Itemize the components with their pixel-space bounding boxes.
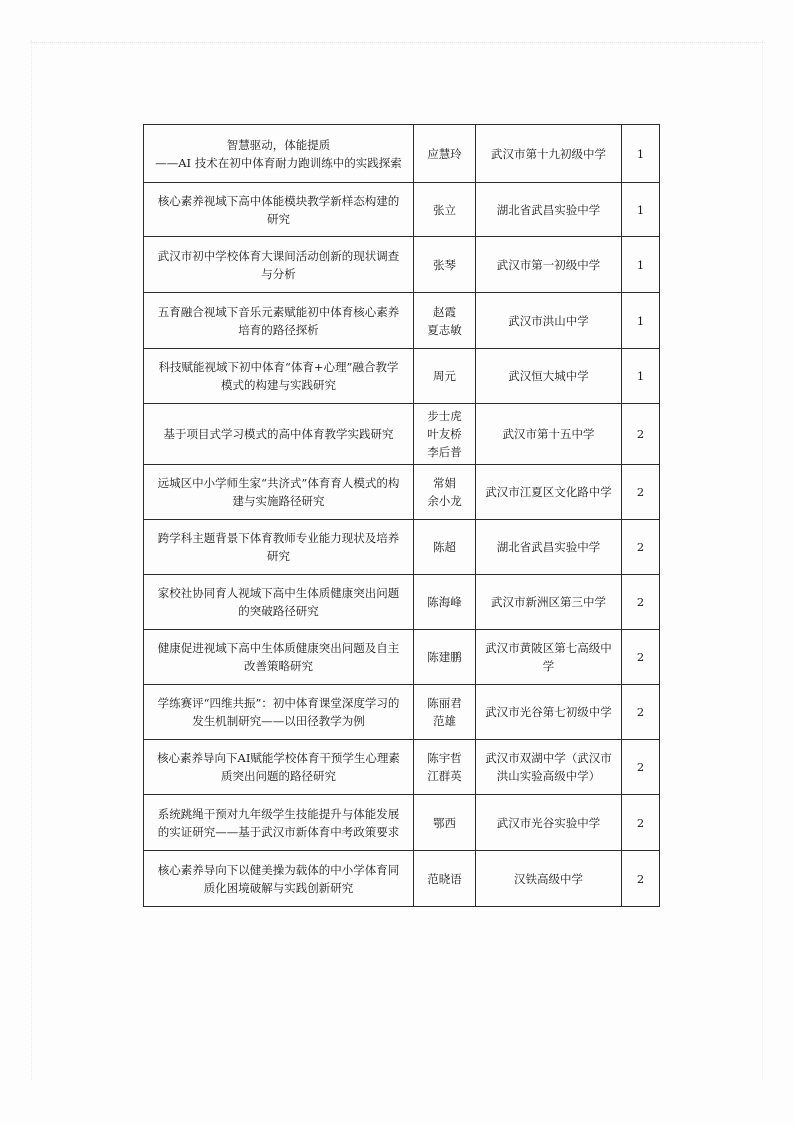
cell-authors: [414, 520, 476, 575]
cell-school-line: 湖北省武昌实验中学: [496, 540, 601, 554]
cell-authors: [414, 293, 476, 349]
cell-authors: [414, 740, 476, 795]
cell-rank: 2: [622, 740, 660, 795]
cell-school-line: 武汉市第一初级中学: [496, 257, 601, 272]
cell-authors-line: 夏志敏: [427, 322, 462, 337]
cell-rank: 1: [622, 237, 660, 293]
cell-title: [144, 183, 414, 237]
cell-school-line: 武汉市洪山中学: [508, 313, 589, 328]
cell-school-line: 武汉市双湖中学（武汉市: [485, 751, 612, 765]
cell-authors-line: 常娟: [433, 476, 456, 490]
cell-school-line: 汉铁高级中学: [514, 871, 583, 886]
cell-authors: [414, 851, 476, 907]
cell-authors-line: 赵霞: [433, 304, 456, 319]
cell-title-line: 与分析: [261, 266, 296, 281]
cell-title-line: 改善策略研究: [244, 659, 313, 673]
cell-title-line: 基于项目式学习模式的高中体育教学实践研究: [163, 427, 394, 441]
cell-title-line: 远城区中小学师生家“共济式”体育育人模式的构: [157, 476, 400, 490]
cell-title: [144, 293, 414, 349]
cell-title-line: 科技赋能视域下初中体育“体育+心理”融合教学: [158, 360, 399, 374]
cell-school: [476, 851, 622, 907]
cell-school-line: 学: [542, 659, 555, 673]
cell-title: [144, 795, 414, 851]
cell-school-line: 武汉恒大城中学: [508, 369, 589, 383]
cell-authors: [414, 795, 476, 851]
cell-school-line: 武汉市光谷第七初级中学: [485, 705, 612, 719]
cell-school-line: 武汉市江夏区文化路中学: [485, 485, 612, 499]
cell-authors: [414, 465, 476, 520]
cell-school-line: 武汉市新洲区第三中学: [491, 595, 606, 609]
table-row: [144, 465, 660, 520]
cell-school-line: 武汉市第十五中学: [502, 427, 595, 441]
cell-authors-line: 江群英: [427, 769, 462, 783]
cell-authors-line: 鄂西: [433, 815, 456, 830]
cell-title: [144, 125, 414, 183]
table-row: [144, 404, 660, 465]
cell-school: [476, 183, 622, 237]
cell-title: [144, 630, 414, 685]
cell-school: [476, 685, 622, 740]
results-table: [143, 124, 660, 907]
cell-rank: 2: [622, 465, 660, 520]
cell-authors: [414, 630, 476, 685]
cell-rank: 1: [622, 293, 660, 349]
cell-authors: [414, 125, 476, 183]
cell-rank: 1: [622, 125, 660, 183]
table-row: [144, 349, 660, 404]
cell-school: [476, 293, 622, 349]
table-row: [144, 685, 660, 740]
cell-school: [476, 404, 622, 465]
cell-title-line: 研究: [267, 549, 290, 563]
cell-title-line: 智慧驱动，体能提质: [226, 137, 331, 152]
cell-title-line: 培育的路径探析: [238, 322, 319, 337]
cell-authors-line: 张琴: [433, 257, 456, 272]
cell-title-line: 发生机制研究——以田径教学为例: [192, 714, 365, 728]
cell-title-line: 的突破路径研究: [238, 604, 319, 618]
cell-rank: 2: [622, 520, 660, 575]
table-row: [144, 125, 660, 183]
cell-school-line: 洪山实验高级中学）: [496, 769, 601, 783]
cell-authors-line: 余小龙: [427, 494, 462, 508]
table-row: [144, 237, 660, 293]
table-row: [144, 575, 660, 630]
cell-authors: [414, 183, 476, 237]
cell-authors-line: 陈超: [433, 540, 456, 554]
cell-rank: 2: [622, 630, 660, 685]
results-table-body: [144, 125, 660, 907]
scan-border-top: [30, 42, 765, 44]
cell-rank: 2: [622, 575, 660, 630]
cell-authors: [414, 237, 476, 293]
cell-school: [476, 575, 622, 630]
cell-title-line: 核心素养导向下AI赋能学校体育干预学生心理素: [157, 751, 400, 765]
cell-authors-line: 范雄: [433, 714, 456, 728]
cell-title: [144, 404, 414, 465]
cell-rank: 1: [622, 349, 660, 404]
cell-title: [144, 685, 414, 740]
table-row: [144, 630, 660, 685]
cell-rank: 2: [622, 685, 660, 740]
cell-authors-line: 应慧玲: [427, 146, 462, 161]
cell-title: [144, 851, 414, 907]
cell-authors-line: 周元: [433, 369, 456, 383]
cell-authors: [414, 404, 476, 465]
cell-school: [476, 349, 622, 404]
cell-title-line: 核心素养视域下高中体能模块教学新样态构建的: [157, 193, 400, 208]
cell-title-line: 的实证研究——基于武汉市新体育中考政策要求: [157, 824, 400, 839]
cell-title: [144, 237, 414, 293]
cell-title: [144, 740, 414, 795]
cell-authors-line: 陈建鹏: [427, 650, 462, 664]
cell-authors-line: 陈宇哲: [427, 751, 462, 765]
cell-title-line: 模式的构建与实践研究: [221, 378, 336, 392]
cell-school: [476, 795, 622, 851]
cell-title-line: 家校社协同育人视域下高中生体质健康突出问题: [157, 586, 400, 600]
cell-title-line: 核心素养导向下以健美操为载体的中小学体育同: [157, 862, 400, 877]
table-row: [144, 851, 660, 907]
cell-title: [144, 349, 414, 404]
scan-border-right: [762, 40, 764, 1080]
cell-authors-line: 叶友桥: [427, 427, 462, 441]
table-row: [144, 183, 660, 237]
cell-title-line: 系统跳绳干预对九年级学生技能提升与体能发展: [157, 806, 400, 821]
cell-title-line: 建与实施路径研究: [232, 494, 325, 508]
cell-authors: [414, 349, 476, 404]
cell-authors-line: 陈海峰: [427, 595, 462, 609]
cell-authors: [414, 685, 476, 740]
cell-title-line: 跨学科主题背景下体育教师专业能力现状及培养: [157, 531, 400, 545]
cell-authors-line: 张立: [433, 202, 456, 217]
cell-authors-line: 范晓语: [427, 871, 462, 886]
cell-title: [144, 520, 414, 575]
cell-authors-line: 步士虎: [427, 409, 462, 423]
cell-rank: 1: [622, 183, 660, 237]
cell-title-line: 研究: [267, 211, 290, 226]
cell-school: [476, 740, 622, 795]
cell-school-line: 武汉市第十九初级中学: [491, 146, 606, 161]
cell-title-line: 学练赛评“四维共振”：初中体育课堂深度学习的: [157, 696, 400, 710]
table-row: [144, 795, 660, 851]
table-row: [144, 520, 660, 575]
cell-school-line: 武汉市光谷实验中学: [496, 815, 601, 830]
cell-title-line: 健康促进视域下高中生体质健康突出问题及自主: [157, 641, 400, 655]
cell-rank: 2: [622, 404, 660, 465]
cell-rank: 2: [622, 851, 660, 907]
cell-title-line: 质突出问题的路径研究: [221, 769, 336, 783]
cell-authors: [414, 575, 476, 630]
cell-school: [476, 237, 622, 293]
cell-authors-line: 陈丽君: [427, 696, 462, 710]
cell-title-line: 质化困境破解与实践创新研究: [203, 880, 354, 895]
cell-title: [144, 465, 414, 520]
cell-school-line: 武汉市黄陂区第七高级中: [485, 641, 612, 655]
cell-title-line: 武汉市初中学校体育大课间活动创新的现状调查: [157, 248, 400, 263]
table-row: [144, 293, 660, 349]
cell-rank: 2: [622, 795, 660, 851]
table-row: [144, 740, 660, 795]
scan-border-left: [31, 40, 33, 1080]
cell-authors-line: 李后普: [427, 445, 462, 459]
cell-school: [476, 630, 622, 685]
cell-title-line: 五育融合视域下音乐元素赋能初中体育核心素养: [157, 304, 400, 319]
cell-school: [476, 125, 622, 183]
cell-school: [476, 465, 622, 520]
cell-school: [476, 520, 622, 575]
cell-title: [144, 575, 414, 630]
cell-title-line: ——AI 技术在初中体育耐力跑训练中的实践探索: [155, 155, 402, 170]
cell-school-line: 湖北省武昌实验中学: [496, 202, 601, 217]
